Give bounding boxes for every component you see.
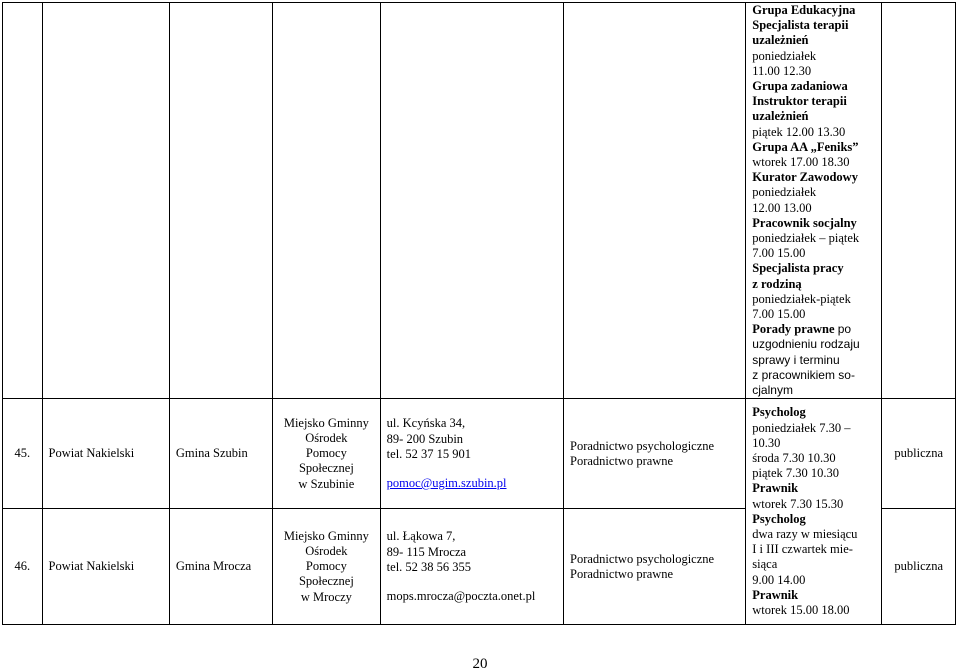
row-number: 46. [3,509,43,625]
gmina-cell: Gmina Szubin [169,399,272,509]
hours-line: piątek 7.30 10.30 [752,466,840,481]
program-line: Specjalista pracy [752,261,844,276]
cell-empty [169,3,272,399]
program-line: poniedziałek – piątek [752,231,860,246]
table-row [3,399,956,509]
hours-line: wtorek 15.00 18.00 [752,603,850,617]
hours-line: 9.00 14.00 [752,572,806,587]
hours-cell [746,399,882,625]
program-line: wtorek 17.00 18.30 [752,155,850,170]
access-cell: publiczna [882,399,956,509]
program-line: Instruktor terapii [752,94,847,109]
program-line: 7.00 15.00 [752,246,806,261]
program-line: uzależnień [752,33,809,48]
services-cell: Poradnictwo psychologiczne Poradnictwo prawne [564,399,746,509]
row-number: 45. [3,399,43,509]
page-number: 20 [472,656,488,672]
cell-empty [3,3,43,399]
advice-line: uzgodnieniu rodzaju [752,337,860,352]
hours-line: poniedziałek 7.30 – [752,420,851,435]
advice-line: cjalnym [752,383,793,398]
hours-line: siąca [752,557,778,572]
advice-line: sprawy i terminu [752,352,840,367]
address-cell: ul. Kcyńska 34, 89- 200 Szubin tel. 52 37 15 901 pomoc@ugim.szubin.pl [380,399,563,509]
program-line: uzależnień [752,109,809,124]
cell-empty [273,3,381,399]
institutions-table [2,2,956,625]
legal-advice-heading: Porady prawne po [752,322,852,337]
cell-empty [882,3,956,399]
hours-line: I i III czwartek mie- [752,542,853,557]
table-row-continued [3,3,956,399]
program-schedule-cell [746,3,882,399]
email-text: mops.mrocza@poczta.onet.pl [386,588,536,603]
consultation-hours [752,405,875,618]
services-cell: Poradnictwo psychologiczne Poradnictwo prawne [564,509,746,625]
program-line: 12.00 13.00 [752,200,812,215]
program-line: Specjalista terapii [752,18,849,33]
hours-line: Prawnik [752,481,799,496]
hours-line: 10.30 [752,435,781,450]
legal-advice-details [752,337,875,398]
advice-line: z pracownikiem so- [752,367,855,382]
institution-cell: Miejsko Gminny Ośrodek Pomocy Społecznej w Szubinie [273,399,381,509]
cell-empty [42,3,169,399]
program-line: z rodziną [752,276,802,291]
program-schedule [752,3,875,322]
program-line: poniedziałek-piątek [752,291,851,306]
program-line: Pracownik socjalny [752,215,857,230]
address-cell: ul. Łąkowa 7, 89- 115 Mrocza tel. 52 38 56 355 mops.mrocza@poczta.onet.pl [380,509,563,625]
gmina-cell: Gmina Mrocza [169,509,272,625]
program-line: 7.00 15.00 [752,307,806,322]
cell-empty [380,3,563,399]
program-line: poniedziałek [752,185,817,200]
hours-line: Psycholog [752,405,806,420]
hours-line: Psycholog [752,511,806,526]
email-link[interactable]: pomoc@ugim.szubin.pl [386,475,507,490]
institution-cell: Miejsko Gminny Ośrodek Pomocy Społecznej w Mroczy [273,509,381,625]
program-line: 11.00 12.30 [752,63,812,78]
program-line: piątek 12.00 13.30 [752,124,846,139]
program-line: Grupa Edukacyjna [752,3,856,17]
powiat-cell: Powiat Nakielski [42,399,169,509]
program-line: Grupa AA „Feniks” [752,139,859,154]
hours-line: środa 7.30 10.30 [752,450,836,465]
hours-line: wtorek 7.30 15.30 [752,496,844,511]
powiat-cell: Powiat Nakielski [42,509,169,625]
hours-line: dwa razy w miesiącu [752,526,858,541]
program-line: Grupa zadaniowa [752,79,848,94]
cell-empty [564,3,746,399]
program-line: Kurator Zawodowy [752,170,858,185]
access-cell: publiczna [882,509,956,625]
program-line: poniedziałek [752,48,817,63]
hours-line: Prawnik [752,587,799,602]
